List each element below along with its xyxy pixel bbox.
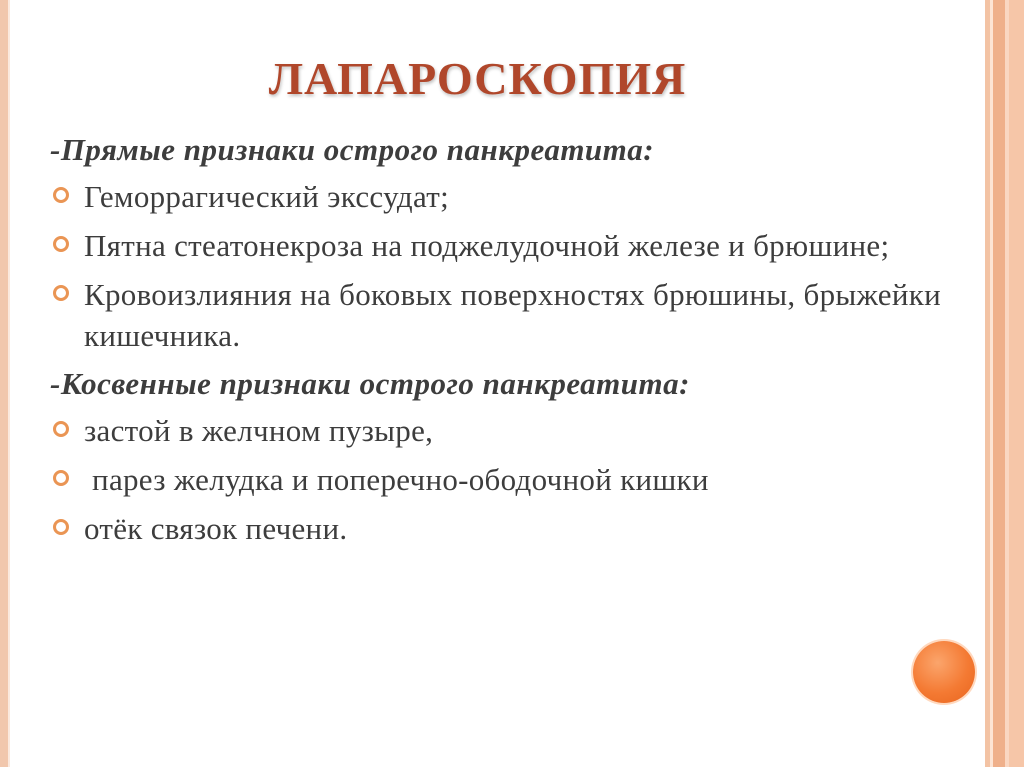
list-item — [50, 225, 950, 266]
list-item — [50, 176, 950, 217]
right-border-stripe-5 — [1009, 0, 1024, 767]
list-item-text: Геморрагический экссудат; — [84, 179, 450, 214]
orange-circle-icon — [913, 641, 975, 703]
ring-bullet-icon — [53, 285, 69, 301]
list-item-text: Пятна стеатонекроза на поджелудочной железе и брюшине; — [84, 228, 890, 263]
list-item-text: Кровоизлияния на боковых поверхностях брюшины, брыжейки кишечника. — [84, 277, 942, 353]
direct-signs-heading: -Прямые признаки острого панкреатита: — [50, 132, 655, 167]
list-item-text: отёк связок печени. — [84, 511, 348, 546]
list-item — [50, 274, 950, 356]
slide-title: ЛАПАРОСКОПИЯ — [268, 53, 687, 104]
left-border-stripe-light — [8, 0, 10, 767]
list-item — [50, 459, 950, 500]
ring-bullet-icon — [53, 187, 69, 203]
ring-bullet-icon — [53, 236, 69, 252]
ring-bullet-icon — [53, 519, 69, 535]
slide-body — [50, 130, 950, 557]
list-item — [50, 410, 950, 451]
ring-bullet-icon — [53, 470, 69, 486]
right-border-stripe-3 — [993, 0, 1005, 767]
list-item-text: застой в желчном пузыре, — [84, 413, 434, 448]
list-item — [50, 508, 950, 549]
indirect-signs-heading: -Косвенные признаки острого панкреатита: — [50, 366, 690, 401]
left-border-stripe — [0, 0, 8, 767]
ring-bullet-icon — [53, 421, 69, 437]
list-item-text: парез желудка и поперечно-ободочной кишки — [84, 462, 709, 497]
